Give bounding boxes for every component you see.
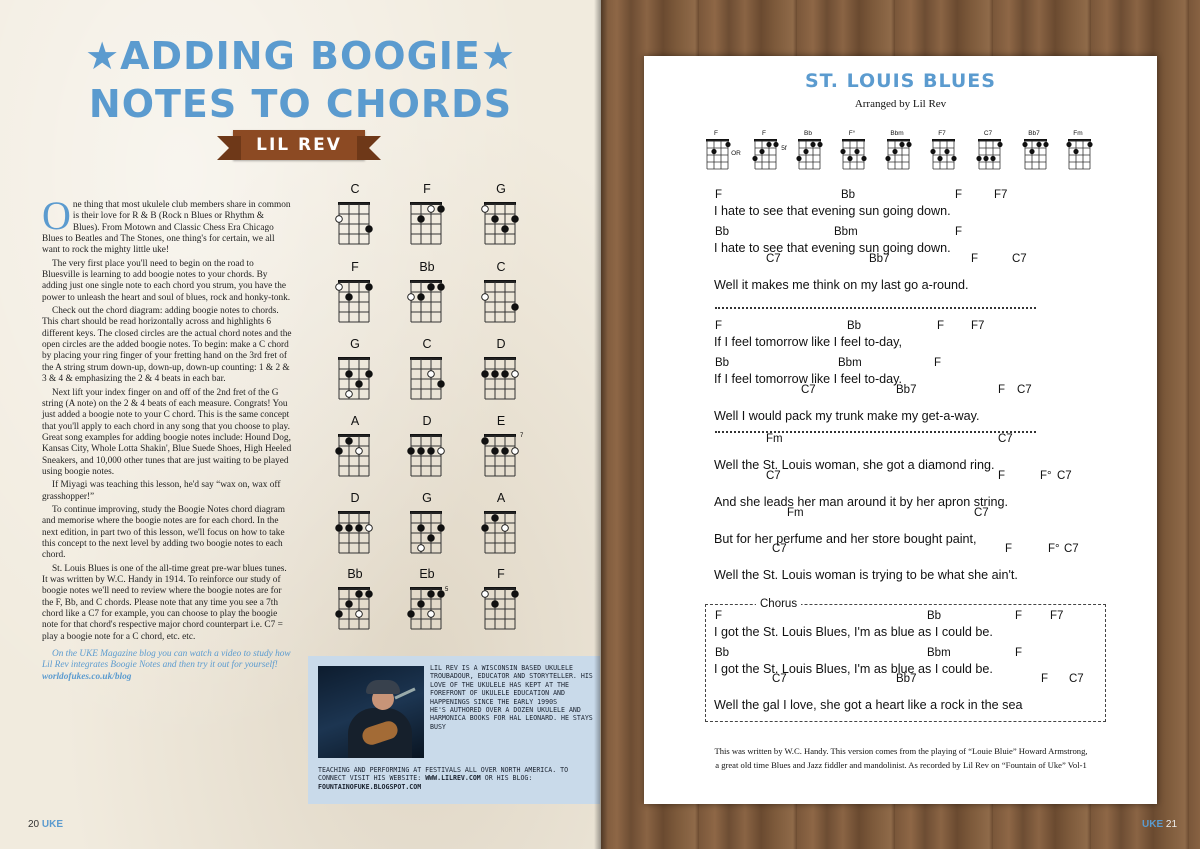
chord-symbol: Bb [847, 320, 862, 332]
article-body [42, 193, 292, 685]
song-sheet [644, 56, 1157, 804]
boogie-note-dot [438, 448, 445, 455]
chord-note-dot [346, 438, 353, 445]
byline-ribbon: LIL REV [233, 130, 365, 160]
lyric-line: Well I would pack my trunk make my get-a-way. [714, 409, 980, 423]
chord-diagram-label: C [422, 337, 432, 351]
mini-chord-dot [906, 142, 911, 147]
chord-note-dot [408, 611, 415, 618]
boogie-note-dot [482, 206, 489, 213]
boogie-note-dot [428, 611, 435, 618]
fret-marker: 5 [445, 587, 449, 593]
chord-symbol: F [1015, 610, 1023, 622]
chord-diagram-label: D [422, 414, 432, 428]
chord-note-dot [366, 284, 373, 291]
chord-diagram-label: F [423, 182, 431, 196]
chord-note-dot [418, 448, 425, 455]
mini-chord-label: Bbm [890, 130, 904, 137]
mini-chord-dot [854, 149, 859, 154]
chord-note-dot [408, 448, 415, 455]
mini-chord-dot [951, 156, 956, 161]
chord-symbol: Bb7 [896, 673, 917, 685]
blog-note: On the UKE Magazine blog you can watch a video to study how Lil Rev integrates Boogie Notes and then try it out for yourself! worldofukes.co.uk/blog [42, 649, 291, 682]
mini-chord-dot [796, 156, 801, 161]
chord-symbol: Bbm [838, 357, 862, 369]
chord-symbol: Bbm [927, 647, 951, 659]
chord-note-dot [512, 591, 519, 598]
chord-symbol: C7 [1069, 673, 1084, 685]
arranger-line: Arranged by Lil Rev [854, 98, 947, 110]
mini-chord-diagram [930, 138, 958, 172]
chord-symbol: C7 [801, 384, 816, 396]
chord-note-dot [512, 304, 519, 311]
chord-note-dot [502, 371, 509, 378]
chord-diagram [481, 585, 523, 633]
mini-chord-dot [711, 149, 716, 154]
mini-chord-diagram [1066, 138, 1094, 172]
chord-note-dot [482, 438, 489, 445]
chord-diagram [481, 355, 523, 403]
chord-note-dot [336, 448, 343, 455]
chord-diagram [335, 432, 377, 480]
chord-symbol: C7 [1057, 470, 1072, 482]
chord-diagram-label: F [497, 567, 505, 581]
chord-symbol: Bb7 [869, 253, 890, 265]
mini-chord-dot [983, 156, 988, 161]
article-title-line-2: NOTES TO CHORDS [88, 82, 513, 126]
boogie-note-dot [356, 448, 363, 455]
chord-diagram-label: G [496, 182, 506, 196]
mini-chord-label: C7 [983, 130, 993, 137]
chord-symbol: C7 [766, 253, 781, 265]
mini-chord-dot [1043, 142, 1048, 147]
boogie-note-dot [482, 294, 489, 301]
chord-note-dot [438, 206, 445, 213]
chorus-box [705, 604, 1106, 722]
chord-diagram [407, 432, 449, 480]
paragraph: If Miyagi was teaching this lesson, he'd say “wax on, wax off grasshopper!” [42, 480, 281, 502]
boogie-note-dot [336, 216, 343, 223]
chord-note-dot [438, 284, 445, 291]
spine-shadow [594, 0, 608, 849]
chord-diagram-label: C [496, 260, 506, 274]
mini-chord-diagram [840, 138, 868, 172]
bio-text-continued: TEACHING AND PERFORMING AT FESTIVALS ALL OVER NORTH AMERICA. TO CONNECT VISIT HIS WEBSITE: WWW.LILREV.COM OR HIS BLOG: FOUNTAINOFUKE.BLOGSPOT.COM [318, 766, 569, 791]
chord-note-dot [346, 371, 353, 378]
chord-symbol: F [934, 357, 942, 369]
boogie-note-dot [346, 391, 353, 398]
chord-symbol: C7 [1012, 253, 1027, 265]
boogie-note-dot [418, 545, 425, 552]
chord-symbol: F [971, 253, 979, 265]
star-icon: ★ [480, 34, 516, 78]
lyric-line: And she leads her man around it by her apron string. [714, 495, 1009, 509]
lyric-line: I hate to see that evening sun going down. [714, 204, 951, 218]
chord-note-dot [438, 381, 445, 388]
chord-symbol: F [937, 320, 945, 332]
chord-note-dot [346, 294, 353, 301]
chord-diagram-label: C [350, 182, 360, 196]
mini-chord-dot [1029, 149, 1034, 154]
boogie-note-dot [428, 206, 435, 213]
mini-chord-dot [840, 149, 845, 154]
mini-chord-dot [976, 156, 981, 161]
chord-note-dot [428, 284, 435, 291]
chord-note-dot [418, 216, 425, 223]
page-number-left: 20 UKE [28, 819, 64, 830]
mini-chord-dot [752, 156, 757, 161]
chord-symbol: C7 [974, 507, 989, 519]
mini-chord-label: F [762, 130, 766, 137]
chord-diagram-label: G [422, 491, 432, 505]
bio-text: LIL REV IS A WISCONSIN BASED UKULELE TROUBADOUR, EDUCATOR AND STORYTELLER. HIS LOVE OF THE UKULELE HAS KEPT AT THE FOREFRONT OF UKULELE EDUCATION AND HAPPENINGS SINCE THE EARLY 1990S HE'S AUTHORED OVER A DOZEN UKULELE AND HARMONICA BOOKS FOR HAL LEONARD. HE STAYS BUSY [430, 664, 593, 731]
chord-diagram [335, 585, 377, 633]
mini-chord-dot [885, 156, 890, 161]
chord-symbol: F [955, 189, 963, 201]
boogie-note-dot [408, 294, 415, 301]
chord-symbol: F [1041, 673, 1049, 685]
chord-diagram [481, 432, 523, 480]
lyric-line: Well it makes me think on my last go a-round. [714, 278, 969, 292]
mini-chord-dot [997, 142, 1002, 147]
chord-note-dot [512, 216, 519, 223]
lyric-line: But for her perfume and her store bought paint, [714, 532, 977, 546]
chord-note-dot [418, 294, 425, 301]
chord-note-dot [492, 448, 499, 455]
chord-note-dot [502, 448, 509, 455]
chord-symbol: F [998, 470, 1006, 482]
mini-chord-label: F [714, 130, 718, 137]
mini-chord-dot [847, 156, 852, 161]
drop-cap: O [42, 193, 71, 238]
mini-chord-dot [759, 149, 764, 154]
chord-note-dot [336, 525, 343, 532]
mini-chord-label: Bb7 [1028, 130, 1040, 137]
mini-chord-dot [1073, 149, 1078, 154]
chord-symbol: F [1015, 647, 1023, 659]
mini-chord-dot [1066, 142, 1071, 147]
lyric-line: If I feel tomorrow like I feel to-day. [714, 372, 903, 386]
boogie-note-dot [512, 371, 519, 378]
chord-note-dot [336, 611, 343, 618]
paragraph: St. Louis Blues is one of the all-time great pre-war blues tunes. It was written by W.C. Handy in 1914. To reinforce our study of boogie notes we'll need to review where the boogie notes are for the F, Bb, and C chords. Please note that any time you see a 7th chord like a C7 for example, you can choose to play the boogie note for that chord's respective major chord counterpart i.e. C7 = play a boogie note for a C chord, etc. etc. [42, 563, 287, 642]
author-bio-box [308, 656, 600, 804]
page-number-right: UKE 21 [1142, 819, 1178, 830]
chord-symbol: C7 [1064, 543, 1079, 555]
chord-symbol: F7 [1050, 610, 1064, 622]
mini-chord-label: Bb [804, 130, 812, 137]
chord-diagram [335, 355, 377, 403]
boogie-note-dot [366, 525, 373, 532]
chord-diagram-label: Bb [419, 260, 435, 274]
author-photo [318, 666, 424, 758]
mini-chord-dot [892, 149, 897, 154]
lyric-line: Well the gal I love, she got a heart like a rock in the sea [714, 698, 1023, 712]
fret-position-label: 5f [781, 145, 787, 152]
blog-link[interactable]: worldofukes.co.uk/blog [42, 671, 132, 682]
chord-note-dot [428, 448, 435, 455]
chord-diagram [481, 509, 523, 557]
boogie-note-dot [502, 525, 509, 532]
chord-note-dot [366, 226, 373, 233]
lyric-line: I hate to see that evening sun going down. [714, 241, 951, 255]
chord-diagram [407, 355, 449, 403]
chord-diagram-label: D [350, 491, 360, 505]
chord-diagram-label: A [496, 491, 506, 505]
mini-chord-dot [861, 156, 866, 161]
article-title-line-1: ★ADDING BOOGIE★ [85, 34, 516, 78]
chord-diagram [407, 200, 449, 248]
chord-symbol: F [955, 226, 963, 238]
chord-note-dot [346, 525, 353, 532]
chord-note-dot [428, 535, 435, 542]
mini-chord-dot [803, 149, 808, 154]
chord-symbol: C7 [1017, 384, 1032, 396]
chord-note-dot [502, 226, 509, 233]
mini-chord-dot [944, 149, 949, 154]
chord-note-dot [356, 591, 363, 598]
chord-note-dot [346, 601, 353, 608]
paragraph: Next lift your index finger on and off of the 2nd fret of the G string (A note) on the 2 & 4 beats of each measure. Congrats! You just added a boogie note to your C chord. This is the same concept that you'll apply to each chord in any song that you choose to play. Great song examples for adding boogie notes include: Hound Dog, Kansas City, Whole Lotta Shakin', Blue Suede Shoes, High Heeled Sneakers, and 10,000 other tunes that are just waiting to be played using boogie notes. [42, 387, 292, 477]
mini-chord-dot [1022, 142, 1027, 147]
website-link[interactable]: WWW.LILREV.COM [425, 774, 481, 783]
star-icon: ★ [85, 34, 121, 78]
chord-symbol: F7 [971, 320, 985, 332]
chord-symbol: C7 [772, 673, 787, 685]
chord-symbol: Bb [715, 357, 730, 369]
paragraph: The very first place you'll need to begin on the road to Bluesville is learning to add boogie notes to your chords. By adding just one single note to each chord you strum, you have the power to unleash the heart and soul of blues, rock and honky-tonk. [42, 258, 291, 303]
boogie-note-dot [428, 371, 435, 378]
chord-note-dot [418, 601, 425, 608]
chord-note-dot [428, 591, 435, 598]
chord-note-dot [366, 591, 373, 598]
chord-symbol: Bb7 [896, 384, 917, 396]
lyric-line: I got the St. Louis Blues, I'm as blue as I could be. [714, 625, 993, 639]
mini-chord-dot [810, 142, 815, 147]
chord-symbol: Fm [766, 433, 783, 445]
chord-note-dot [492, 515, 499, 522]
paragraph: One thing that most ukulele club members share in common is their love for R & B (Rock n Blues or Rhythm & Blues). From Motown and Classic Chess Era Chicago Blues to Beatles and The Stones, one thing's for certain, we all want to rock the mighty little uke! [42, 193, 291, 256]
chord-symbol: F7 [994, 189, 1008, 201]
chord-note-dot [438, 525, 445, 532]
chord-symbol: Fm [787, 507, 804, 519]
chord-note-dot [418, 525, 425, 532]
mini-chord-diagram [752, 138, 780, 172]
mini-chord-dot [937, 156, 942, 161]
lyric-line: If I feel tomorrow like I feel to-day, [714, 335, 903, 349]
chord-diagram [407, 278, 449, 326]
chord-diagram [481, 278, 523, 326]
chord-symbol: C7 [766, 470, 781, 482]
chord-diagram-label: Eb [419, 567, 435, 581]
mini-chord-dot [990, 156, 995, 161]
or-label: OR [731, 150, 741, 157]
chord-note-dot [492, 371, 499, 378]
mini-chord-diagram [976, 138, 1004, 172]
chord-diagram-label: F [351, 260, 359, 274]
chord-symbol: F° [1048, 543, 1060, 555]
boogie-note-dot [356, 611, 363, 618]
chord-symbol: Bb [715, 226, 730, 238]
paragraph: Check out the chord diagram: adding boogie notes to chords. This chart should be read horizontally across and highlights 6 different keys. The closed circles are the actual chord notes and the open circles are the added boogie notes. To begin: make a C chord by placing your ring finger of your fretting hand on the 3rd fret of the A string strum down-up, down-up, down-up counting: 1 & 2 & 3 & 4 & emphasizing the 2 & 4 beats in each bar. [42, 306, 292, 385]
mini-chord-label: Fm [1073, 130, 1083, 137]
mini-chord-dot [930, 149, 935, 154]
chord-diagram-label: A [350, 414, 360, 428]
paragraph: To continue improving, study the Boogie Notes chord diagram and memorise where the boogie notes are for each chord. In the next edition, in part two of this lesson, we'll focus on how to take this concept to the next level by adding two boogie notes to each chord. [42, 504, 286, 561]
chord-diagram [407, 509, 449, 557]
fret-marker: 7 [520, 433, 524, 439]
mini-chord-diagram [796, 138, 824, 172]
mini-chord-dot [766, 142, 771, 147]
chord-note-dot [356, 525, 363, 532]
chord-diagram-label: Bb [347, 567, 363, 581]
chord-diagram-label: G [350, 337, 360, 351]
chord-diagram [481, 200, 523, 248]
mini-chord-diagram [885, 138, 913, 172]
lyric-line: Well the St. Louis woman, she got a diamond ring. [714, 458, 995, 472]
chord-note-dot [492, 601, 499, 608]
chord-diagram [335, 509, 377, 557]
dotted-divider [715, 307, 1036, 309]
chord-symbol: C7 [998, 433, 1013, 445]
boogie-note-dot [482, 591, 489, 598]
chord-symbol: Bbm [834, 226, 858, 238]
dotted-divider [715, 431, 1036, 433]
chord-diagram-label: E [496, 414, 506, 428]
mini-chord-diagram [1022, 138, 1050, 172]
chord-note-dot [356, 381, 363, 388]
mini-chord-dot [1036, 142, 1041, 147]
chord-note-dot [482, 525, 489, 532]
chorus-label: Chorus [756, 598, 801, 610]
boogie-note-dot [512, 448, 519, 455]
chord-diagram-label: D [496, 337, 506, 351]
lyric-line: I got the St. Louis Blues, I'm as blue as I could be. [714, 662, 993, 676]
chord-note-dot [366, 371, 373, 378]
mini-chord-dot [725, 142, 730, 147]
chord-note-dot [492, 216, 499, 223]
chord-symbol: F [715, 610, 723, 622]
chord-diagram [335, 200, 377, 248]
chord-symbol: F [715, 320, 723, 332]
chord-symbol: Bb [841, 189, 856, 201]
mini-chord-label: F7 [938, 130, 946, 137]
mini-chord-dot [1087, 142, 1092, 147]
boogie-note-dot [336, 284, 343, 291]
chord-diagram [407, 585, 449, 633]
chord-symbol: F [715, 189, 723, 201]
chord-note-dot [438, 591, 445, 598]
blog-url-link[interactable]: FOUNTAINOFUKE.BLOGSPOT.COM [318, 782, 422, 791]
mini-chord-dot [899, 142, 904, 147]
chord-symbol: C7 [772, 543, 787, 555]
song-footnote: This was written by W.C. Handy. This version comes from the playing of “Louie Bluie” Howard Armstrong, a great old time Blues and Jazz fiddler and mandolinist. As recorded by Lil Rev on “Fountain of Uke” Vol-1 [714, 746, 1088, 770]
lyric-line: Well the St. Louis woman is trying to be what she ain't. [714, 568, 1018, 582]
mini-chord-dot [817, 142, 822, 147]
chord-symbol: Bb [715, 647, 730, 659]
chord-symbol: F° [1040, 470, 1052, 482]
song-title: ST. LOUIS BLUES [805, 70, 996, 92]
mini-chord-label: F° [848, 130, 856, 137]
chord-symbol: F [998, 384, 1006, 396]
chord-note-dot [482, 371, 489, 378]
chord-symbol: Bb [927, 610, 942, 622]
chord-symbol: F [1005, 543, 1013, 555]
chord-diagram [335, 278, 377, 326]
